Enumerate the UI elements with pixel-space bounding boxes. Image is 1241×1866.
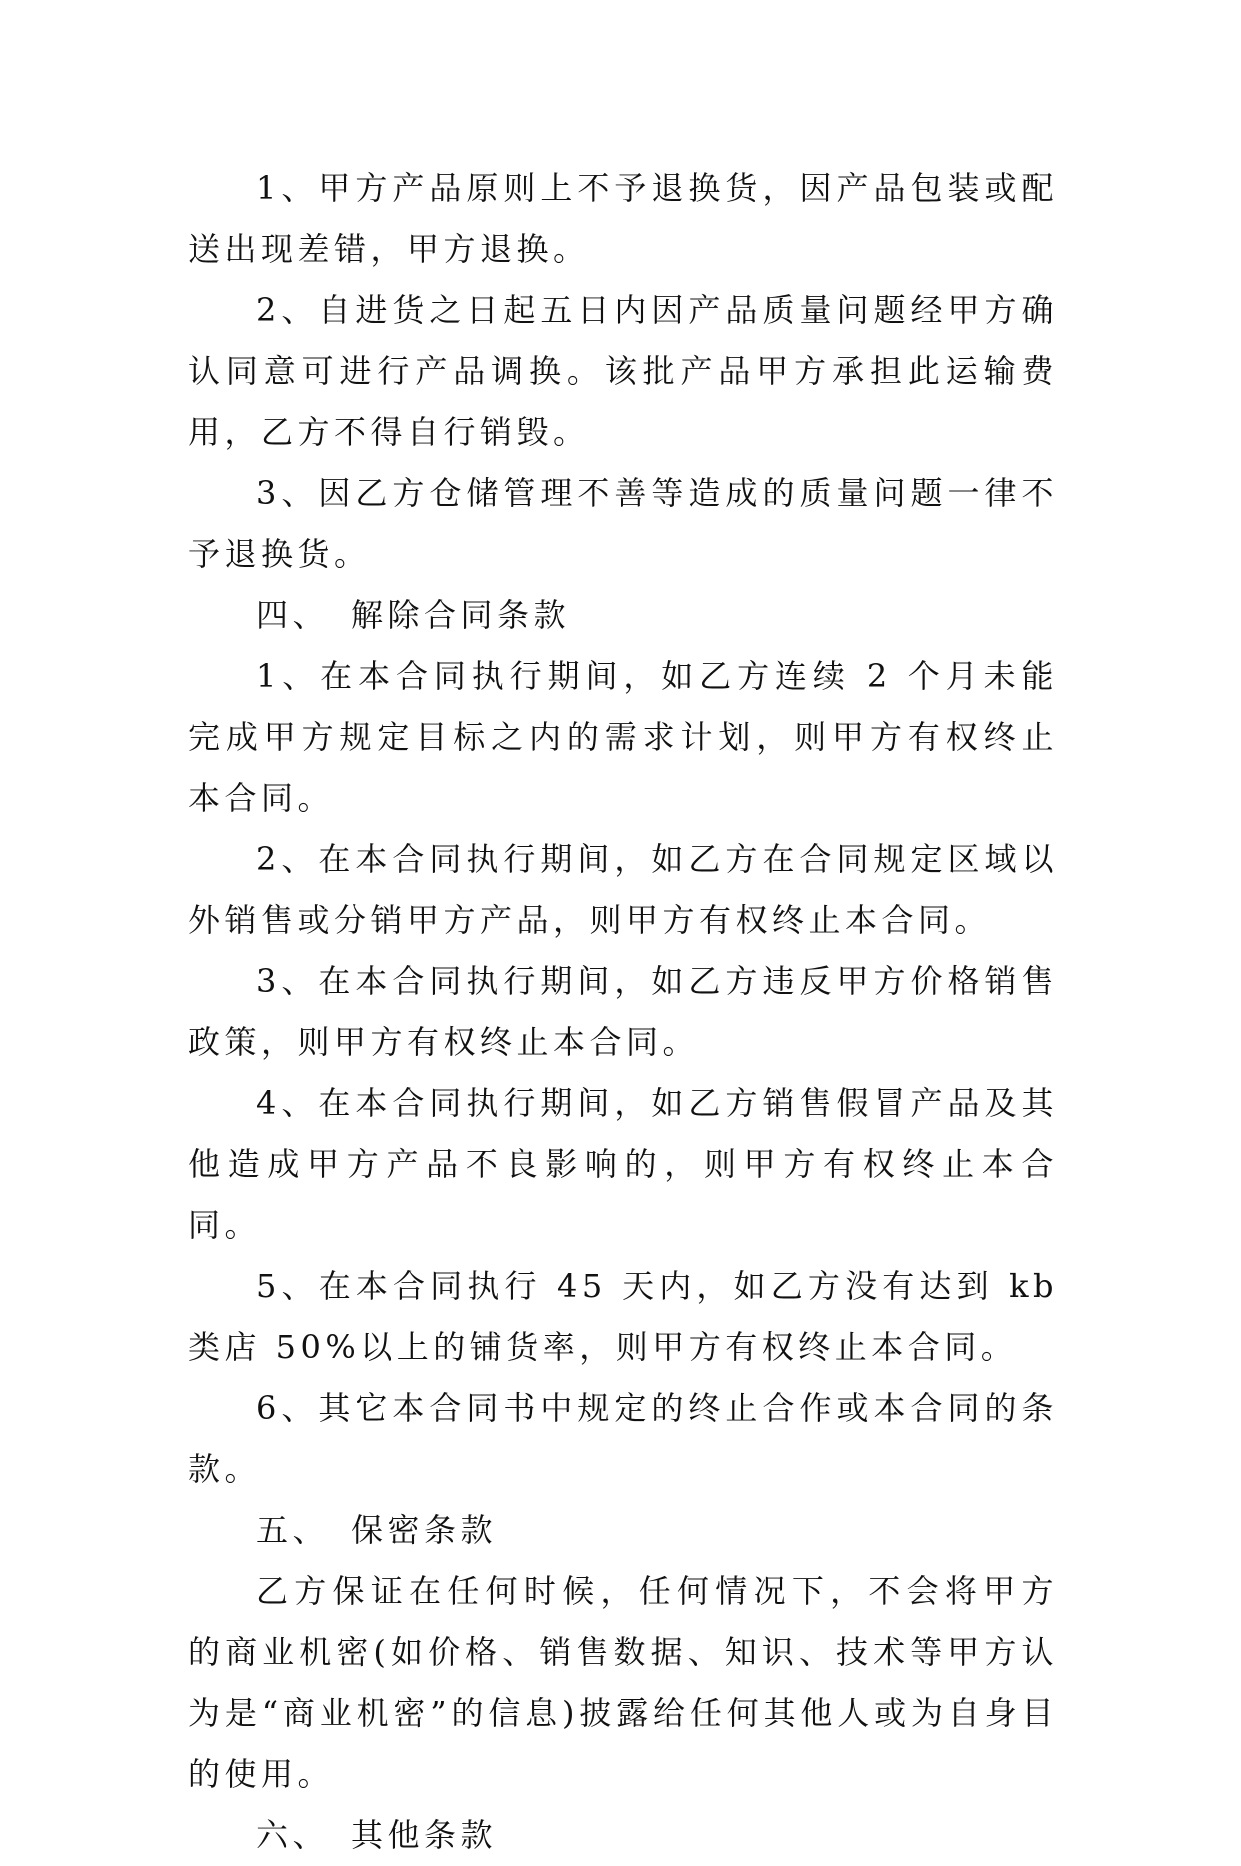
section-number: 四、: [256, 596, 330, 634]
clause-termination-1: 1、在本合同执行期间，如乙方连续 2 个月未能完成甲方规定目标之内的需求计划，则甲方有权终止本合同。: [188, 657, 1058, 817]
clause-termination-6: 6、其它本合同书中规定的终止合作或本合同的条款。: [188, 1389, 1058, 1488]
clause-return-3: 3、因乙方仓储管理不善等造成的质量问题一律不予退换货。: [188, 474, 1058, 573]
clause-return-1: 1、甲方产品原则上不予退换货，因产品包装或配送出现差错，甲方退换。: [188, 169, 1058, 268]
clause-confidentiality: 乙方保证在任何时候，任何情况下，不会将甲方的商业机密(如价格、销售数据、知识、技术等甲方认为是“商业机密”的信息)披露给任何其他人或为自身目的使用。: [188, 1572, 1058, 1793]
section-number: 五、: [256, 1511, 330, 1549]
section-heading-termination: [188, 585, 1058, 646]
section-title: 其他条款: [351, 1816, 498, 1854]
clause-termination-2: 2、在本合同执行期间，如乙方在合同规定区域以外销售或分销甲方产品，则甲方有权终止本合同。: [188, 840, 1058, 939]
document-body: [188, 158, 1058, 1866]
clause-termination-5: 5、在本合同执行 45 天内，如乙方没有达到 kb 类店 50%以上的铺货率，则甲方有权终止本合同。: [188, 1267, 1058, 1366]
section-title: 保密条款: [351, 1511, 498, 1549]
clause-termination-3: 3、在本合同执行期间，如乙方违反甲方价格销售政策，则甲方有权终止本合同。: [188, 962, 1058, 1061]
section-number: 六、: [256, 1816, 330, 1854]
clause-return-2: 2、自进货之日起五日内因产品质量问题经甲方确认同意可进行产品调换。该批产品甲方承担此运输费用，乙方不得自行销毁。: [188, 291, 1058, 451]
section-heading-other: [188, 1805, 1058, 1866]
section-title: 解除合同条款: [351, 596, 571, 634]
clause-termination-4: 4、在本合同执行期间，如乙方销售假冒产品及其他造成甲方产品不良影响的，则甲方有权终止本合同。: [188, 1084, 1058, 1244]
section-heading-confidentiality: [188, 1500, 1058, 1561]
